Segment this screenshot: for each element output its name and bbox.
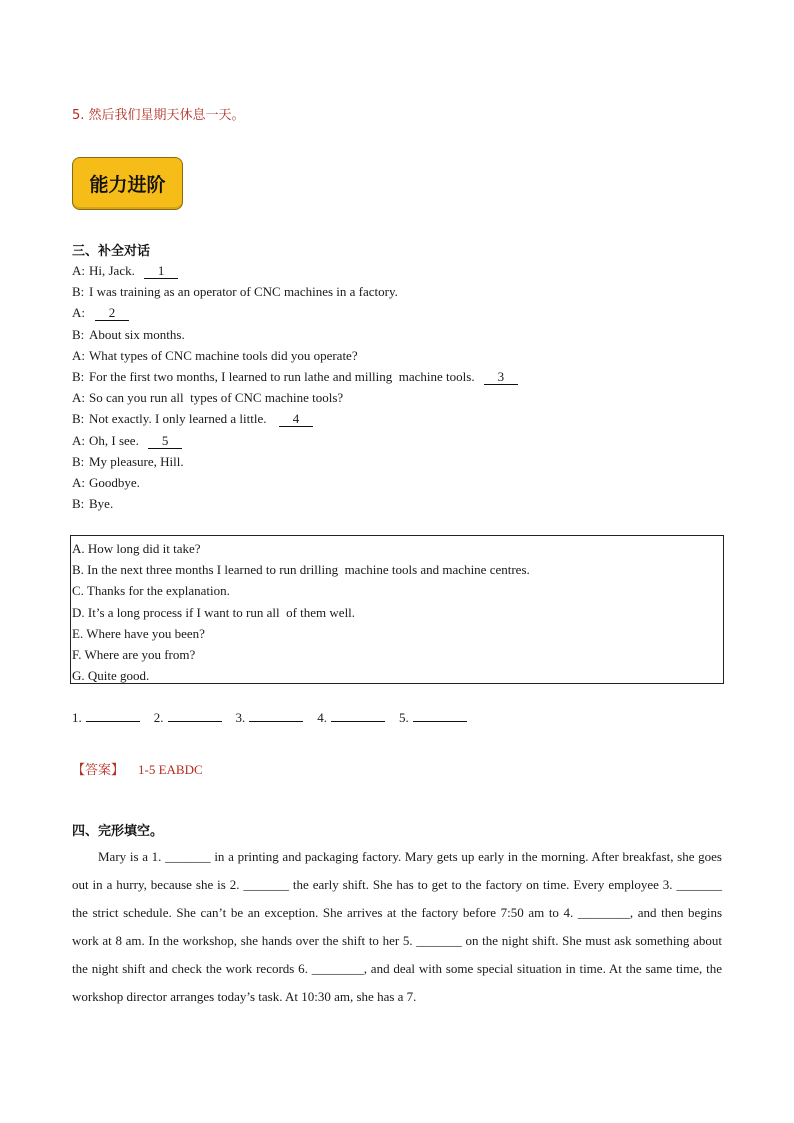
dialogue-speaker: A: <box>72 432 85 448</box>
option-item: E. Where have you been? <box>72 625 205 641</box>
dialogue-text: Oh, I see. <box>89 432 143 448</box>
previous-item-text: 5. 然后我们星期天休息一天。 <box>72 108 245 123</box>
answer-blanks-row <box>72 709 481 726</box>
answer-slot-number: 3. <box>235 710 246 725</box>
dialogue-speaker: B: <box>72 496 85 512</box>
dialogue-blank: 2 <box>95 305 129 321</box>
section-3-heading: 三、补全对话 <box>72 244 151 259</box>
dialogue-speaker: B: <box>72 368 85 384</box>
answer-slot <box>154 709 222 726</box>
section-4-heading: 四、完形填空。 <box>72 824 164 839</box>
dialogue-line <box>72 472 722 493</box>
dialogue-text: Bye. <box>89 496 114 512</box>
dialogue-line <box>72 430 722 451</box>
dialogue-speaker: A: <box>72 305 85 321</box>
answer-key <box>72 759 203 778</box>
dialogue-line <box>72 408 722 429</box>
ability-advance-badge: 能力进阶 <box>72 157 183 210</box>
dialogue-text: Hi, Jack. <box>89 263 139 278</box>
options-box <box>70 535 724 684</box>
answer-key-label: 【答案】 <box>72 763 125 778</box>
dialogue-text: Goodbye. <box>89 474 140 490</box>
option-item: B. In the next three months I learned to run drilling machine tools and machine centres. <box>72 562 530 578</box>
dialogue-text: I was training as an operator of CNC machines in a factory. <box>89 284 398 300</box>
answer-slot-number: 4. <box>317 710 327 725</box>
dialogue-text: What types of CNC machine tools did you operate? <box>89 347 358 363</box>
option-item: D. It’s a long process if I want to run all of them well. <box>72 604 356 620</box>
dialogue-line <box>72 260 722 281</box>
dialogue-line <box>72 302 722 323</box>
dialogue-speaker: A: <box>72 347 85 363</box>
answer-slot <box>317 709 385 726</box>
answer-slot-line[interactable] <box>86 709 140 722</box>
answer-slot-line[interactable] <box>249 709 303 722</box>
dialogue-blank: 1 <box>144 263 178 279</box>
dialogue-text: About six months. <box>89 326 185 342</box>
answer-slot <box>236 709 304 726</box>
dialogue-line <box>72 324 722 345</box>
dialogue-text: So can you run all types of CNC machine tools? <box>89 390 344 406</box>
dialogue-blank: 3 <box>484 369 518 385</box>
cloze-passage: Mary is a 1. _______ in a printing and packaging factory. Mary gets up early in the morning. After breakfast, she goes out in a hurry, because she is 2. _______ the early shift. She has to get to the factory on time. Every employee 3. _______ the strict schedule. She can’t be an exception. She arrives at the factory before 7:50 am to 4. ________, and then begins work at 8 am. In the workshop, she hands over the shift to her 5. _______ on the night shift. She must ask something about the night shift and check the work records 6. ________, and deal with some special situation in time. At the same time, the workshop director arranges today’s task. At 10:30 am, she has a 7. <box>72 849 722 1004</box>
dialogue-speaker: A: <box>72 474 85 490</box>
dialogue-line <box>72 345 722 366</box>
dialogue-line <box>72 366 722 387</box>
dialogue <box>72 260 722 514</box>
answer-slot-line[interactable] <box>413 709 467 722</box>
option-item: F. Where are you from? <box>72 646 196 662</box>
dialogue-speaker: B: <box>72 411 85 427</box>
dialogue-speaker: B: <box>72 284 85 300</box>
dialogue-line <box>72 493 722 514</box>
answer-slot-number: 5. <box>399 710 409 725</box>
dialogue-line <box>72 387 722 408</box>
dialogue-text: Not exactly. I only learned a little. <box>89 411 273 427</box>
dialogue-speaker: B: <box>72 453 85 469</box>
answer-slot-number: 1. <box>72 710 82 725</box>
option-item: G. Quite good. <box>72 668 150 684</box>
answer-slot-number: 2. <box>153 710 164 725</box>
dialogue-blank: 4 <box>279 411 313 427</box>
option-item: A. How long did it take? <box>72 541 201 556</box>
dialogue-blank: 5 <box>148 433 182 449</box>
dialogue-line <box>72 281 722 302</box>
option-item: C. Thanks for the explanation. <box>72 583 230 599</box>
dialogue-speaker: A: <box>72 263 85 278</box>
dialogue-speaker: B: <box>72 326 85 342</box>
answer-key-value: 1-5 EABDC <box>138 762 203 777</box>
dialogue-speaker: A: <box>72 390 85 406</box>
answer-slot-line[interactable] <box>168 709 222 722</box>
dialogue-line <box>72 451 722 472</box>
dialogue-text: For the first two months, I learned to run lathe and milling machine tools. <box>89 368 478 384</box>
answer-slot-line[interactable] <box>331 709 385 722</box>
answer-slot <box>72 709 140 726</box>
answer-slot <box>399 709 467 726</box>
dialogue-text: My pleasure, Hill. <box>89 453 184 469</box>
